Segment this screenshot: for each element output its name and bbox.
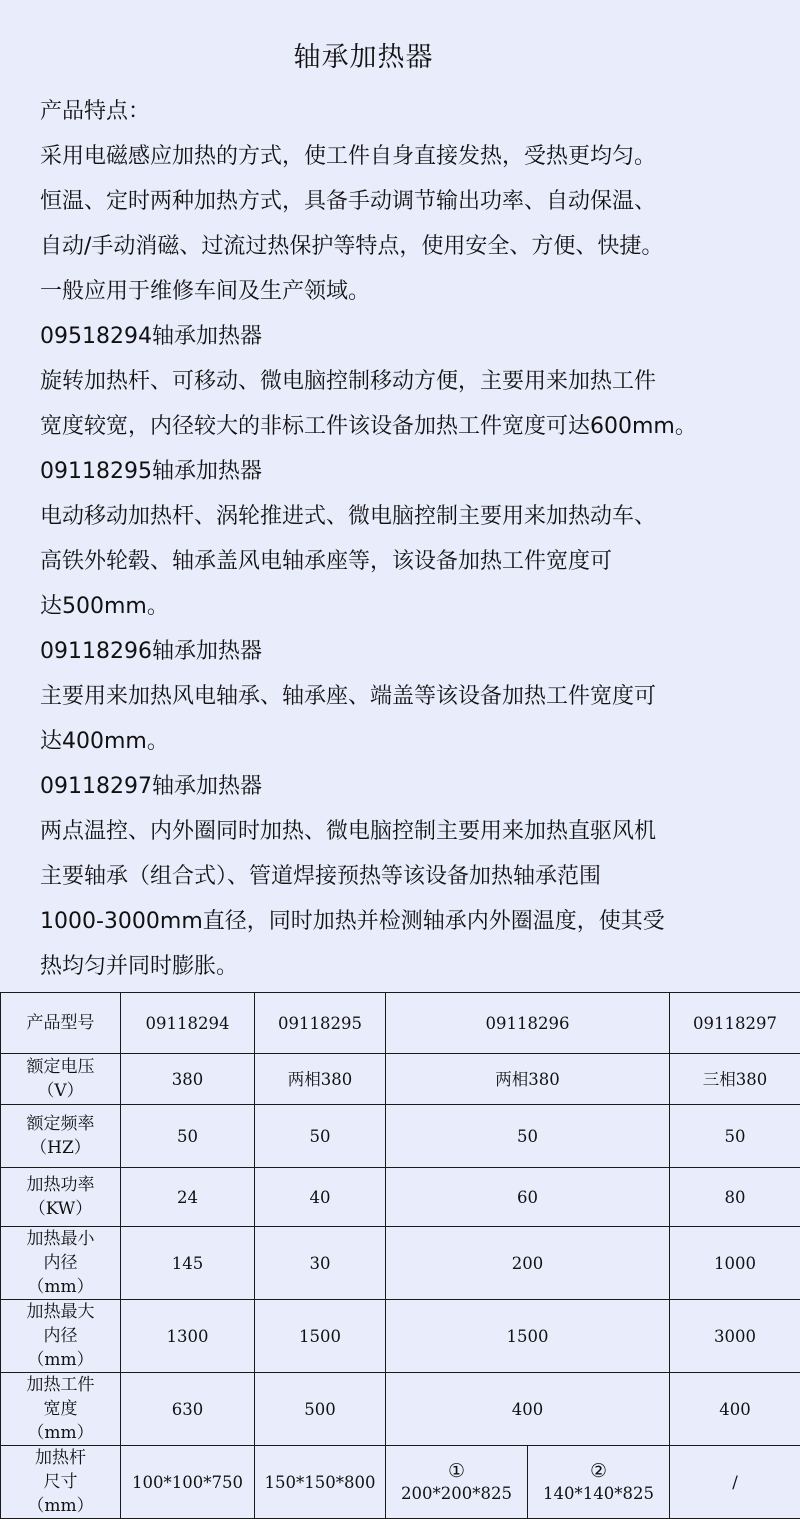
paragraph-line: 热均匀并同时膨胀。 xyxy=(40,944,800,989)
table-cell: 80 xyxy=(670,1168,800,1227)
row-label: 额定频率 （HZ） xyxy=(1,1105,121,1168)
paragraph-line: 恒温、定时两种加热方式，具备手动调节输出功率、自动保温、 xyxy=(40,179,800,224)
table-cell: 1000 xyxy=(670,1227,800,1300)
table-cell: 50 xyxy=(386,1105,670,1168)
table-cell: 1500 xyxy=(255,1300,386,1373)
table-row-width xyxy=(1,1373,800,1446)
table-row-power xyxy=(1,1168,800,1227)
table-row-rod-size xyxy=(1,1446,800,1519)
table-row-min-diameter xyxy=(1,1227,800,1300)
paragraph-line: 主要轴承（组合式）、管道焊接预热等该设备加热轴承范围 xyxy=(40,854,800,899)
paragraph-line: 旋转加热杆、可移动、微电脑控制移动方便，主要用来加热工件 xyxy=(40,359,800,404)
table-cell: / xyxy=(670,1446,800,1519)
option-mark-1: ① xyxy=(386,1460,527,1482)
table-cell: 100*100*750 xyxy=(121,1446,255,1519)
option-mark-2: ② xyxy=(528,1460,669,1482)
row-label: 产品型号 xyxy=(1,993,121,1054)
option-value-1: 200*200*825 xyxy=(401,1484,512,1503)
document-title: 轴承加热器 xyxy=(0,38,727,78)
table-row-frequency xyxy=(1,1105,800,1168)
paragraph-line: 达400mm。 xyxy=(40,719,800,764)
table-cell: 24 xyxy=(121,1168,255,1227)
spec-table xyxy=(0,992,800,1519)
table-cell: 两相380 xyxy=(386,1054,670,1105)
table-cell: 630 xyxy=(121,1373,255,1446)
table-cell: 400 xyxy=(386,1373,670,1446)
option-value-2: 140*140*825 xyxy=(543,1484,654,1503)
table-cell: 1300 xyxy=(121,1300,255,1373)
features-heading: 产品特点： xyxy=(40,89,800,134)
table-cell: 3000 xyxy=(670,1300,800,1373)
paragraph-line: 采用电磁感应加热的方式，使工件自身直接发热，受热更均匀。 xyxy=(40,134,800,179)
table-cell: 40 xyxy=(255,1168,386,1227)
model-heading-09118297: 09118297轴承加热器 xyxy=(40,764,800,809)
paragraph-line: 达500mm。 xyxy=(40,584,800,629)
table-cell xyxy=(386,1446,528,1519)
paragraph-line: 一般应用于维修车间及生产领域。 xyxy=(40,269,800,314)
paragraph-line: 宽度较宽，内径较大的非标工件该设备加热工件宽度可达600mm。 xyxy=(40,404,800,449)
table-cell: 1500 xyxy=(386,1300,670,1373)
paragraph-line: 两点温控、内外圈同时加热、微电脑控制主要用来加热直驱风机 xyxy=(40,809,800,854)
table-row-max-diameter xyxy=(1,1300,800,1373)
table-cell: 50 xyxy=(670,1105,800,1168)
row-label: 加热杆 尺寸 （mm） xyxy=(1,1446,121,1519)
paragraph-line: 自动/手动消磁、过流过热保护等特点，使用安全、方便、快捷。 xyxy=(40,224,800,269)
table-cell: 09118297 xyxy=(670,993,800,1054)
row-label: 加热工件 宽度 （mm） xyxy=(1,1373,121,1446)
table-cell: 500 xyxy=(255,1373,386,1446)
row-label: 加热最小 内径 （mm） xyxy=(1,1227,121,1300)
model-heading-09118296: 09118296轴承加热器 xyxy=(40,629,800,674)
product-description xyxy=(40,89,800,989)
table-cell: 400 xyxy=(670,1373,800,1446)
row-label: 加热功率 （KW） xyxy=(1,1168,121,1227)
table-cell: 两相380 xyxy=(255,1054,386,1105)
table-cell: 60 xyxy=(386,1168,670,1227)
table-cell: 09118294 xyxy=(121,993,255,1054)
table-cell: 50 xyxy=(255,1105,386,1168)
table-row-model xyxy=(1,993,800,1054)
model-heading-09118295: 09118295轴承加热器 xyxy=(40,449,800,494)
table-row-voltage xyxy=(1,1054,800,1105)
table-cell: 380 xyxy=(121,1054,255,1105)
paragraph-line: 主要用来加热风电轴承、轴承座、端盖等该设备加热工件宽度可 xyxy=(40,674,800,719)
table-cell xyxy=(528,1446,670,1519)
paragraph-line: 高铁外轮毂、轴承盖风电轴承座等，该设备加热工件宽度可 xyxy=(40,539,800,584)
table-cell: 145 xyxy=(121,1227,255,1300)
row-label: 加热最大 内径 （mm） xyxy=(1,1300,121,1373)
table-cell: 09118295 xyxy=(255,993,386,1054)
table-cell: 50 xyxy=(121,1105,255,1168)
paragraph-line: 电动移动加热杆、涡轮推进式、微电脑控制主要用来加热动车、 xyxy=(40,494,800,539)
row-label: 额定电压 （V） xyxy=(1,1054,121,1105)
table-cell: 30 xyxy=(255,1227,386,1300)
paragraph-line: 1000-3000mm直径，同时加热并检测轴承内外圈温度，使其受 xyxy=(40,899,800,944)
table-cell: 200 xyxy=(386,1227,670,1300)
table-cell: 09118296 xyxy=(386,993,670,1054)
table-cell: 三相380 xyxy=(670,1054,800,1105)
model-heading-09518294: 09518294轴承加热器 xyxy=(40,314,800,359)
table-cell: 150*150*800 xyxy=(255,1446,386,1519)
